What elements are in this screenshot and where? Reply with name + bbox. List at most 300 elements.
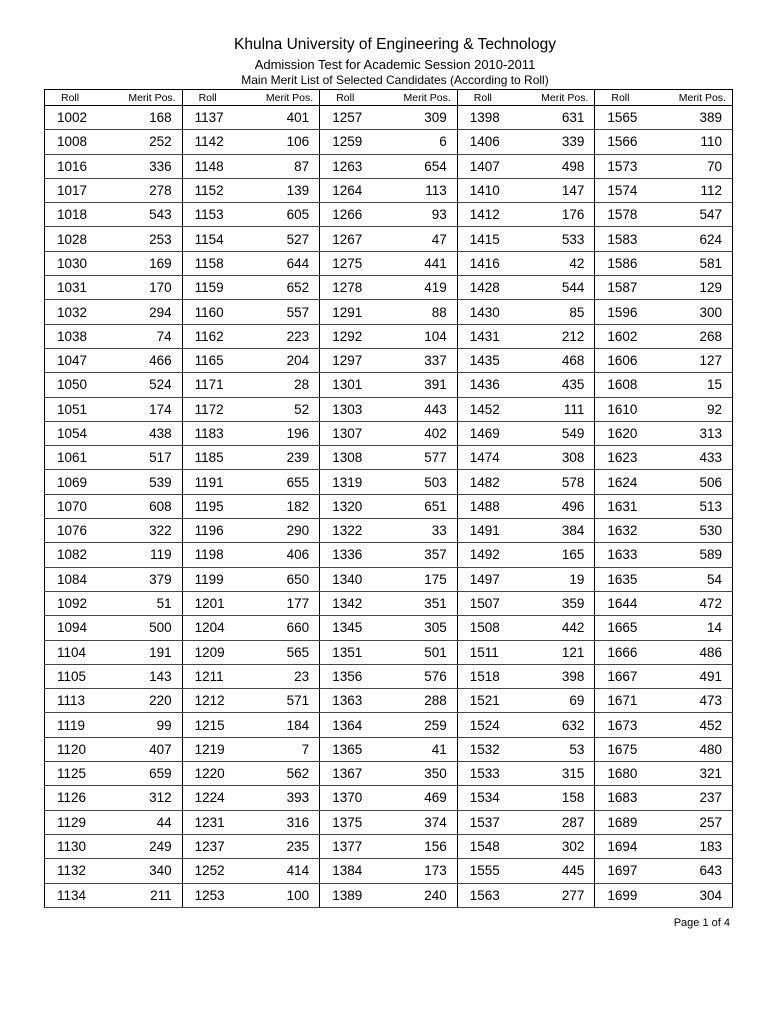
table-row [45,178,733,202]
roll-cell: 1195 [182,494,242,518]
merit-pos-cell: 253 [105,227,183,251]
roll-cell: 1474 [457,446,517,470]
header-roll: Roll [595,90,655,106]
merit-pos-cell: 469 [380,786,458,810]
table-row [45,130,733,154]
roll-cell: 1565 [595,106,655,130]
merit-pos-cell: 527 [242,227,320,251]
header-merit-pos: Merit Pos. [517,90,595,106]
merit-pos-cell: 176 [517,203,595,227]
roll-cell: 1082 [45,543,105,567]
table-row [45,883,733,907]
roll-cell: 1084 [45,567,105,591]
merit-pos-cell: 501 [380,640,458,664]
roll-cell: 1673 [595,713,655,737]
roll-cell: 1094 [45,616,105,640]
roll-cell: 1120 [45,737,105,761]
merit-pos-cell: 44 [105,810,183,834]
merit-pos-cell: 305 [380,616,458,640]
merit-pos-cell: 6 [380,130,458,154]
roll-cell: 1171 [182,373,242,397]
roll-cell: 1521 [457,689,517,713]
roll-cell: 1608 [595,373,655,397]
roll-cell: 1610 [595,397,655,421]
table-row [45,664,733,688]
roll-cell: 1666 [595,640,655,664]
merit-pos-cell: 486 [655,640,733,664]
merit-pos-cell: 433 [655,446,733,470]
roll-cell: 1231 [182,810,242,834]
table-row [45,519,733,543]
roll-cell: 1054 [45,421,105,445]
merit-pos-cell: 543 [105,203,183,227]
merit-pos-cell: 15 [655,373,733,397]
header-merit-pos: Merit Pos. [105,90,183,106]
roll-cell: 1596 [595,300,655,324]
merit-pos-cell: 398 [517,664,595,688]
merit-pos-cell: 472 [655,591,733,615]
roll-cell: 1196 [182,519,242,543]
merit-pos-cell: 110 [655,130,733,154]
merit-pos-cell: 53 [517,737,595,761]
merit-pos-cell: 557 [242,300,320,324]
roll-cell: 1573 [595,154,655,178]
roll-cell: 1578 [595,203,655,227]
merit-pos-cell: 435 [517,373,595,397]
merit-pos-cell: 351 [380,591,458,615]
merit-pos-cell: 473 [655,689,733,713]
merit-pos-cell: 158 [517,786,595,810]
table-row [45,567,733,591]
roll-cell: 1320 [320,494,380,518]
roll-cell: 1219 [182,737,242,761]
roll-cell: 1153 [182,203,242,227]
merit-pos-cell: 659 [105,762,183,786]
merit-pos-cell: 99 [105,713,183,737]
merit-pos-cell: 322 [105,519,183,543]
merit-pos-cell: 651 [380,494,458,518]
merit-pos-cell: 443 [380,397,458,421]
merit-pos-cell: 533 [517,227,595,251]
roll-cell: 1158 [182,251,242,275]
merit-pos-cell: 111 [517,397,595,421]
merit-pos-cell: 655 [242,470,320,494]
roll-cell: 1342 [320,591,380,615]
page-title: Khulna University of Engineering & Technology [234,36,556,53]
roll-cell: 1292 [320,324,380,348]
roll-cell: 1076 [45,519,105,543]
table-row [45,421,733,445]
table-row [45,397,733,421]
merit-pos-cell: 7 [242,737,320,761]
roll-cell: 1697 [595,859,655,883]
table-body [45,106,733,908]
merit-pos-cell: 177 [242,591,320,615]
table-row [45,713,733,737]
roll-cell: 1370 [320,786,380,810]
roll-cell: 1050 [45,373,105,397]
table-row [45,373,733,397]
merit-pos-cell: 14 [655,616,733,640]
roll-cell: 1209 [182,640,242,664]
merit-pos-cell: 52 [242,397,320,421]
roll-cell: 1275 [320,251,380,275]
roll-cell: 1165 [182,348,242,372]
merit-pos-cell: 313 [655,421,733,445]
merit-pos-cell: 104 [380,324,458,348]
header-roll: Roll [182,90,242,106]
roll-cell: 1113 [45,689,105,713]
merit-pos-cell: 147 [517,178,595,202]
header-roll: Roll [457,90,517,106]
roll-cell: 1204 [182,616,242,640]
merit-pos-cell: 290 [242,519,320,543]
page-number: Page 1 of 4 [673,917,730,929]
roll-cell: 1555 [457,859,517,883]
roll-cell: 1291 [320,300,380,324]
roll-cell: 1319 [320,470,380,494]
roll-cell: 1152 [182,178,242,202]
page-subtitle: Admission Test for Academic Session 2010-2011 [254,57,536,72]
roll-cell: 1134 [45,883,105,907]
merit-pos-cell: 278 [105,178,183,202]
merit-pos-cell: 441 [380,251,458,275]
roll-cell: 1104 [45,640,105,664]
roll-cell: 1511 [457,640,517,664]
table-row [45,616,733,640]
roll-cell: 1198 [182,543,242,567]
merit-pos-cell: 294 [105,300,183,324]
roll-cell: 1297 [320,348,380,372]
merit-pos-cell: 308 [517,446,595,470]
merit-pos-cell: 503 [380,470,458,494]
header-roll: Roll [320,90,380,106]
merit-pos-cell: 547 [655,203,733,227]
roll-cell: 1105 [45,664,105,688]
roll-cell: 1431 [457,324,517,348]
merit-pos-cell: 643 [655,859,733,883]
roll-cell: 1452 [457,397,517,421]
merit-pos-cell: 359 [517,591,595,615]
table-row [45,640,733,664]
roll-cell: 1172 [182,397,242,421]
merit-pos-cell: 74 [105,324,183,348]
merit-pos-cell: 156 [380,834,458,858]
merit-pos-cell: 28 [242,373,320,397]
roll-cell: 1436 [457,373,517,397]
roll-cell: 1185 [182,446,242,470]
roll-cell: 1683 [595,786,655,810]
roll-cell: 1587 [595,276,655,300]
merit-pos-cell: 196 [242,421,320,445]
roll-cell: 1675 [595,737,655,761]
merit-pos-cell: 589 [655,543,733,567]
roll-cell: 1680 [595,762,655,786]
roll-cell: 1583 [595,227,655,251]
merit-pos-cell: 302 [517,834,595,858]
roll-cell: 1237 [182,834,242,858]
merit-pos-cell: 184 [242,713,320,737]
roll-cell: 1518 [457,664,517,688]
roll-cell: 1047 [45,348,105,372]
roll-cell: 1689 [595,810,655,834]
merit-pos-cell: 191 [105,640,183,664]
merit-pos-cell: 562 [242,762,320,786]
roll-cell: 1533 [457,762,517,786]
merit-pos-cell: 240 [380,883,458,907]
roll-cell: 1508 [457,616,517,640]
roll-cell: 1492 [457,543,517,567]
roll-cell: 1301 [320,373,380,397]
merit-pos-cell: 257 [655,810,733,834]
merit-pos-cell: 644 [242,251,320,275]
roll-cell: 1142 [182,130,242,154]
roll-cell: 1340 [320,567,380,591]
merit-pos-cell: 100 [242,883,320,907]
roll-cell: 1126 [45,786,105,810]
merit-pos-cell: 121 [517,640,595,664]
merit-pos-cell: 42 [517,251,595,275]
roll-cell: 1586 [595,251,655,275]
merit-pos-cell: 391 [380,373,458,397]
roll-cell: 1008 [45,130,105,154]
merit-table [44,89,733,908]
merit-pos-cell: 175 [380,567,458,591]
roll-cell: 1345 [320,616,380,640]
merit-pos-cell: 357 [380,543,458,567]
roll-cell: 1435 [457,348,517,372]
roll-cell: 1635 [595,567,655,591]
roll-cell: 1051 [45,397,105,421]
roll-cell: 1482 [457,470,517,494]
table-row [45,810,733,834]
merit-pos-cell: 287 [517,810,595,834]
merit-pos-cell: 407 [105,737,183,761]
roll-cell: 1356 [320,664,380,688]
merit-pos-cell: 445 [517,859,595,883]
header-merit-pos: Merit Pos. [242,90,320,106]
merit-pos-cell: 93 [380,203,458,227]
merit-pos-cell: 174 [105,397,183,421]
roll-cell: 1377 [320,834,380,858]
roll-cell: 1257 [320,106,380,130]
roll-cell: 1159 [182,276,242,300]
roll-cell: 1308 [320,446,380,470]
merit-pos-cell: 452 [655,713,733,737]
merit-pos-cell: 321 [655,762,733,786]
merit-pos-cell: 70 [655,154,733,178]
roll-cell: 1030 [45,251,105,275]
roll-cell: 1430 [457,300,517,324]
merit-pos-cell: 249 [105,834,183,858]
roll-cell: 1694 [595,834,655,858]
table-row [45,300,733,324]
table-row [45,737,733,761]
merit-pos-cell: 442 [517,616,595,640]
roll-cell: 1125 [45,762,105,786]
merit-pos-cell: 513 [655,494,733,518]
merit-pos-cell: 252 [105,130,183,154]
merit-pos-cell: 496 [517,494,595,518]
roll-cell: 1415 [457,227,517,251]
table-row [45,689,733,713]
merit-pos-cell: 480 [655,737,733,761]
merit-pos-cell: 393 [242,786,320,810]
header-merit-pos: Merit Pos. [655,90,733,106]
merit-pos-cell: 204 [242,348,320,372]
roll-cell: 1038 [45,324,105,348]
merit-pos-cell: 113 [380,178,458,202]
roll-cell: 1491 [457,519,517,543]
merit-pos-cell: 316 [242,810,320,834]
merit-pos-cell: 632 [517,713,595,737]
merit-pos-cell: 608 [105,494,183,518]
table-row [45,859,733,883]
roll-cell: 1488 [457,494,517,518]
roll-cell: 1212 [182,689,242,713]
roll-cell: 1154 [182,227,242,251]
roll-cell: 1119 [45,713,105,737]
roll-cell: 1351 [320,640,380,664]
merit-pos-cell: 389 [655,106,733,130]
merit-pos-cell: 530 [655,519,733,543]
roll-cell: 1307 [320,421,380,445]
merit-pos-cell: 549 [517,421,595,445]
roll-cell: 1606 [595,348,655,372]
roll-cell: 1201 [182,591,242,615]
roll-cell: 1148 [182,154,242,178]
merit-pos-cell: 315 [517,762,595,786]
merit-pos-cell: 374 [380,810,458,834]
merit-pos-cell: 277 [517,883,595,907]
roll-cell: 1602 [595,324,655,348]
roll-cell: 1132 [45,859,105,883]
merit-pos-cell: 119 [105,543,183,567]
merit-pos-cell: 577 [380,446,458,470]
merit-pos-cell: 384 [517,519,595,543]
merit-pos-cell: 69 [517,689,595,713]
roll-cell: 1469 [457,421,517,445]
merit-pos-cell: 33 [380,519,458,543]
table-row [45,106,733,130]
merit-pos-cell: 304 [655,883,733,907]
merit-pos-cell: 406 [242,543,320,567]
roll-cell: 1016 [45,154,105,178]
merit-pos-cell: 129 [655,276,733,300]
merit-pos-cell: 654 [380,154,458,178]
merit-pos-cell: 112 [655,178,733,202]
table-header-row [45,90,733,106]
merit-pos-cell: 212 [517,324,595,348]
roll-cell: 1183 [182,421,242,445]
roll-cell: 1061 [45,446,105,470]
merit-pos-cell: 309 [380,106,458,130]
roll-cell: 1367 [320,762,380,786]
roll-cell: 1336 [320,543,380,567]
roll-cell: 1563 [457,883,517,907]
list-description: Main Merit List of Selected Candidates (According to Roll) [241,73,549,87]
roll-cell: 1633 [595,543,655,567]
merit-pos-cell: 237 [655,786,733,810]
roll-cell: 1644 [595,591,655,615]
roll-cell: 1069 [45,470,105,494]
merit-pos-cell: 468 [517,348,595,372]
roll-cell: 1631 [595,494,655,518]
header-merit-pos: Merit Pos. [380,90,458,106]
merit-pos-cell: 339 [517,130,595,154]
table-row [45,251,733,275]
roll-cell: 1002 [45,106,105,130]
table-row [45,470,733,494]
roll-cell: 1303 [320,397,380,421]
table-row [45,227,733,251]
merit-pos-cell: 168 [105,106,183,130]
merit-pos-cell: 350 [380,762,458,786]
roll-cell: 1211 [182,664,242,688]
merit-pos-cell: 402 [380,421,458,445]
roll-cell: 1671 [595,689,655,713]
roll-cell: 1416 [457,251,517,275]
roll-cell: 1624 [595,470,655,494]
table-row [45,762,733,786]
merit-pos-cell: 139 [242,178,320,202]
merit-pos-cell: 182 [242,494,320,518]
merit-pos-cell: 650 [242,567,320,591]
merit-pos-cell: 85 [517,300,595,324]
table-row [45,348,733,372]
merit-pos-cell: 235 [242,834,320,858]
roll-cell: 1264 [320,178,380,202]
roll-cell: 1699 [595,883,655,907]
merit-pos-cell: 466 [105,348,183,372]
roll-cell: 1215 [182,713,242,737]
merit-pos-cell: 183 [655,834,733,858]
roll-cell: 1406 [457,130,517,154]
roll-cell: 1389 [320,883,380,907]
merit-pos-cell: 419 [380,276,458,300]
roll-cell: 1070 [45,494,105,518]
roll-cell: 1566 [595,130,655,154]
merit-pos-cell: 239 [242,446,320,470]
roll-cell: 1384 [320,859,380,883]
merit-pos-cell: 47 [380,227,458,251]
merit-pos-cell: 220 [105,689,183,713]
merit-pos-cell: 524 [105,373,183,397]
merit-pos-cell: 19 [517,567,595,591]
roll-cell: 1412 [457,203,517,227]
merit-pos-cell: 51 [105,591,183,615]
merit-pos-cell: 576 [380,664,458,688]
roll-cell: 1031 [45,276,105,300]
roll-cell: 1263 [320,154,380,178]
merit-pos-cell: 401 [242,106,320,130]
merit-pos-cell: 565 [242,640,320,664]
merit-pos-cell: 631 [517,106,595,130]
roll-cell: 1224 [182,786,242,810]
roll-cell: 1364 [320,713,380,737]
roll-cell: 1398 [457,106,517,130]
roll-cell: 1137 [182,106,242,130]
merit-pos-cell: 87 [242,154,320,178]
merit-pos-cell: 288 [380,689,458,713]
merit-pos-cell: 340 [105,859,183,883]
roll-cell: 1532 [457,737,517,761]
merit-pos-cell: 300 [655,300,733,324]
roll-cell: 1497 [457,567,517,591]
roll-cell: 1018 [45,203,105,227]
roll-cell: 1028 [45,227,105,251]
roll-cell: 1017 [45,178,105,202]
